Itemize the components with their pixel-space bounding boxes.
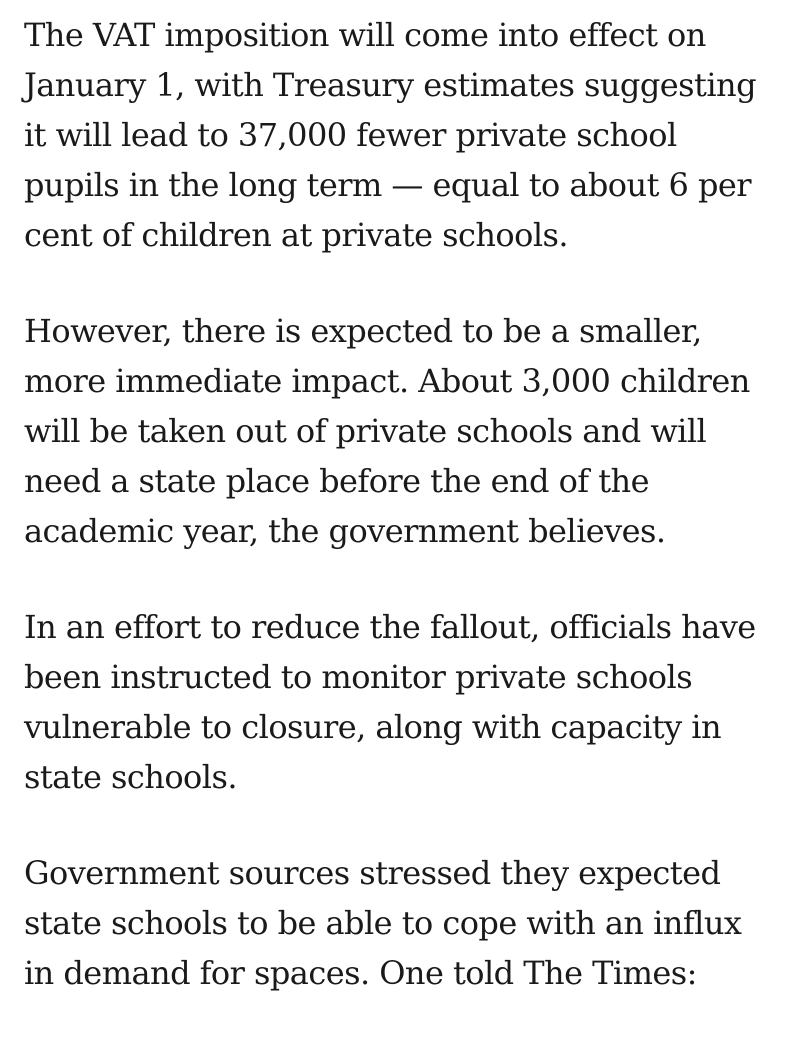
text-line: pupils in the long term — equal to about 6 per: [24, 166, 752, 204]
text-line: vulnerable to closure, along with capacity in: [24, 708, 722, 746]
paragraph-monitoring: [24, 602, 804, 802]
text-line: in demand for spaces. One told The Times:: [24, 954, 697, 992]
text-line: However, there is expected to be a smaller,: [24, 312, 702, 350]
text-line: state schools.: [24, 758, 237, 796]
text-line: it will lead to 37,000 fewer private school: [24, 116, 677, 154]
text-line: January 1, with Treasury estimates suggesting: [24, 66, 757, 104]
text-line: more immediate impact. About 3,000 children: [24, 362, 750, 400]
text-line: academic year, the government believes.: [24, 512, 666, 550]
text-line: been instructed to monitor private schools: [24, 658, 693, 696]
text-line: need a state place before the end of the: [24, 462, 649, 500]
paragraph-vat-effect: [24, 10, 804, 260]
paragraph-immediate-impact: [24, 306, 804, 556]
text-line: The VAT imposition will come into effect on: [24, 16, 706, 54]
text-line: In an effort to reduce the fallout, officials have: [24, 608, 756, 646]
paragraph-government-sources: [24, 848, 804, 998]
text-line: Government sources stressed they expected: [24, 854, 721, 892]
text-line: cent of children at private schools.: [24, 216, 569, 254]
article-body: [24, 10, 804, 1044]
text-line: state schools to be able to cope with an influx: [24, 904, 742, 942]
text-line: will be taken out of private schools and will: [24, 412, 707, 450]
